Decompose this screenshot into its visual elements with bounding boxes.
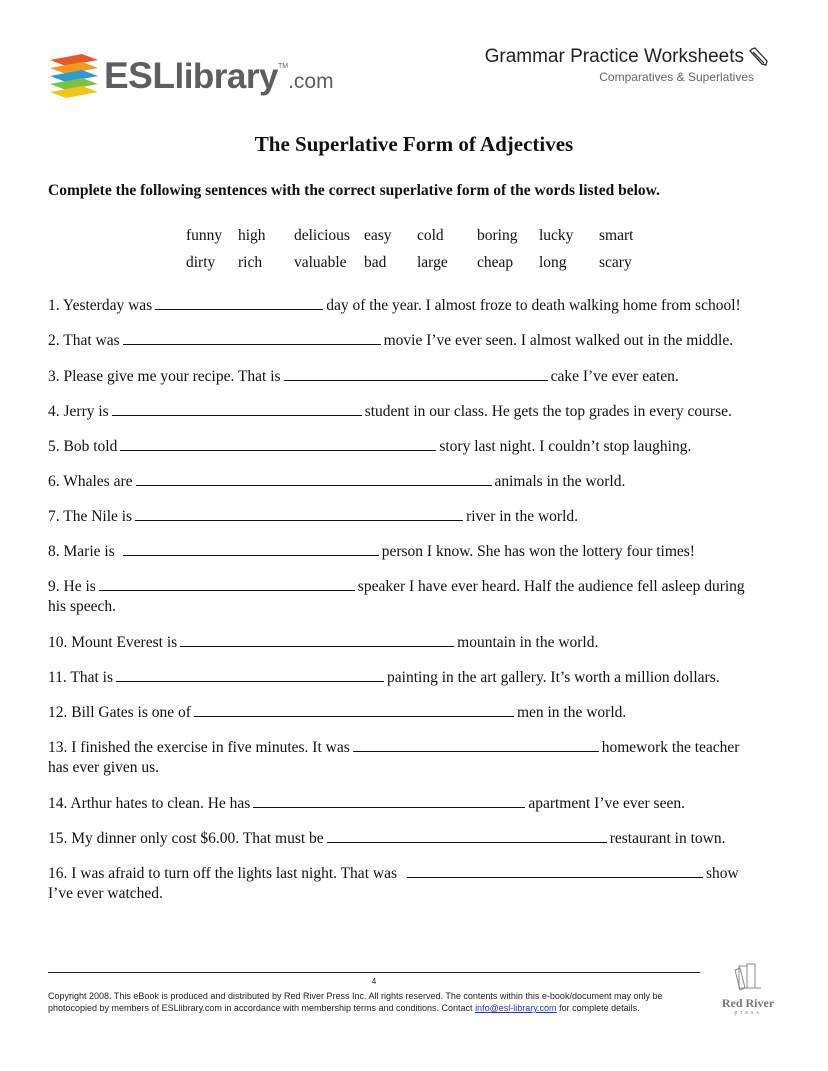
word-bank-word: easy — [364, 226, 392, 244]
answer-blank[interactable] — [135, 506, 463, 521]
stacked-books-icon — [48, 52, 100, 98]
word-bank-word: smart — [599, 226, 634, 244]
sentence-text-after: movie I’ve ever seen. I almost walked out in the middle. — [383, 332, 734, 349]
sentence-text-after: student in our class. He gets the top grades in every course. — [364, 403, 732, 420]
sentence-text-before: 7. The Nile is — [48, 508, 133, 525]
sentence-text-before: 5. Bob told — [48, 438, 118, 455]
word-bank-word: large — [417, 253, 448, 271]
sentence-text-after: day of the year. I almost froze to death walking home from school! — [326, 297, 741, 314]
answer-blank[interactable] — [253, 793, 525, 808]
red-river-press-logo — [716, 962, 780, 1017]
publisher-press: press — [734, 1010, 762, 1016]
copyright-text: Copyright 2008. This eBook is produced and distributed by Red River Press Inc. All rights reserved. The contents within this e-book/document may only be photocopied by members of ESLlibrary.com in accordance with membership terms and conditions. Contact — [48, 991, 663, 1013]
sentence-1 — [48, 295, 778, 316]
answer-blank[interactable] — [327, 828, 607, 843]
answer-blank[interactable] — [116, 667, 384, 682]
word-bank-word: funny — [186, 226, 223, 244]
word-bank-word: scary — [599, 253, 632, 271]
sentence-text-before: 12. Bill Gates is one of — [48, 704, 191, 721]
sentence-text-after: men in the world. — [516, 704, 627, 721]
answer-blank[interactable] — [136, 471, 492, 486]
series-title-row — [485, 46, 770, 68]
sentence-text-before: 8. Marie is — [48, 543, 115, 560]
word-bank-word: long — [539, 253, 567, 271]
word-bank-word: rich — [238, 253, 263, 271]
sentence-12 — [48, 702, 778, 723]
series-header — [485, 46, 770, 84]
sentence-text-after: show — [705, 865, 739, 882]
word-bank-row-2 — [186, 249, 649, 276]
word-bank-word: delicious — [294, 226, 350, 244]
sentence-text-before: 15. My dinner only cost $6.00. That must be — [48, 830, 324, 847]
sentence-16 — [48, 863, 778, 904]
instructions: Complete the following sentences with the correct superlative form of the words listed below. — [48, 182, 660, 199]
sentence-text-before: 1. Yesterday was — [48, 297, 153, 314]
worksheet-title: The Superlative Form of Adjectives — [254, 132, 574, 156]
sentence-continuation: has ever given us. — [48, 759, 160, 776]
sentence-text-after: restaurant in town. — [609, 830, 726, 847]
word-bank-row-1 — [186, 222, 649, 249]
sentence-5 — [48, 436, 778, 457]
answer-blank[interactable] — [123, 330, 381, 345]
sentence-text-before: 9. He is — [48, 578, 96, 595]
sentence-text-before: 6. Whales are — [48, 473, 133, 490]
sentence-text-before: 13. I finished the exercise in five minutes. It was — [48, 739, 350, 756]
sentence-text-after: mountain in the world. — [457, 634, 599, 651]
copyright-notice — [48, 990, 708, 1014]
sentence-text-before: 3. Please give me your recipe. That is — [48, 368, 281, 385]
logo-wordmark — [104, 57, 334, 94]
word-bank-word: dirty — [186, 253, 216, 271]
word-bank — [186, 222, 649, 276]
word-bank-word: boring — [477, 226, 518, 244]
answer-blank[interactable] — [407, 863, 703, 878]
sentence-text-before: 10. Mount Everest is — [48, 634, 178, 651]
sentence-text-before: 2. That was — [48, 332, 120, 349]
answer-blank[interactable] — [353, 737, 599, 752]
word-bank-word: cold — [417, 226, 444, 244]
answer-blank[interactable] — [112, 401, 362, 416]
sentence-text-after: animals in the world. — [494, 473, 626, 490]
logo-esl: ESL — [104, 55, 175, 96]
sentence-2 — [48, 330, 778, 351]
books-icon — [731, 962, 765, 992]
sentence-text-after: cake I’ve ever eaten. — [550, 368, 679, 385]
sentence-text-before: 14. Arthur hates to clean. He has — [48, 795, 251, 812]
answer-blank[interactable] — [123, 541, 379, 556]
sentence-text-after: river in the world. — [466, 508, 579, 525]
sentence-4 — [48, 401, 778, 422]
sentence-14 — [48, 793, 778, 814]
sentence-7 — [48, 506, 778, 527]
sentence-9 — [48, 576, 778, 617]
sentence-8 — [48, 541, 778, 562]
copyright-text-end: for complete details. — [559, 1003, 640, 1013]
sentence-text-after: painting in the art gallery. It’s worth a million dollars. — [387, 669, 720, 686]
sentence-text-after: apartment I’ve ever seen. — [528, 795, 685, 812]
sentence-15 — [48, 828, 778, 849]
word-bank-word: bad — [364, 253, 387, 271]
sentence-13 — [48, 737, 778, 778]
answer-blank[interactable] — [284, 366, 548, 381]
answer-blank[interactable] — [99, 576, 355, 591]
logo-trademark: TM — [277, 63, 289, 70]
series-title: Grammar Practice Worksheets — [484, 46, 744, 67]
esl-library-logo[interactable] — [48, 46, 334, 98]
sentence-11 — [48, 667, 778, 688]
sentence-continuation: I’ve ever watched. — [48, 885, 163, 902]
series-subtitle: Comparatives & Superlatives — [599, 70, 754, 84]
page-number: 4 — [371, 977, 377, 986]
sentence-3 — [48, 366, 778, 387]
publisher-name: Red River — [721, 996, 775, 1010]
sentence-text-after: story last night. I couldn’t stop laughing. — [439, 438, 692, 455]
answer-blank[interactable] — [120, 436, 436, 451]
logo-library: library — [174, 57, 278, 96]
answer-blank[interactable] — [155, 295, 323, 310]
sentence-text-after: person I know. She has won the lottery four times! — [381, 543, 695, 560]
sentence-continuation: his speech. — [48, 598, 117, 615]
word-bank-word: lucky — [539, 226, 574, 244]
logo-dotcom: .com — [288, 70, 334, 93]
sentence-text-after: homework the teacher — [601, 739, 740, 756]
answer-blank[interactable] — [194, 702, 514, 717]
answer-blank[interactable] — [180, 632, 454, 647]
sentence-text-before: 4. Jerry is — [48, 403, 109, 420]
sentence-10 — [48, 632, 778, 653]
sentence-6 — [48, 471, 778, 492]
sentence-text-after: speaker I have ever heard. Half the audience fell asleep during — [357, 578, 745, 595]
sentence-text-before: 11. That is — [48, 669, 114, 686]
word-bank-word: cheap — [477, 253, 514, 271]
footer-divider — [48, 972, 700, 973]
pencil-icon — [748, 46, 770, 68]
contact-email-link[interactable]: info@esl-library.com — [475, 1003, 557, 1013]
word-bank-word: valuable — [294, 253, 347, 271]
word-bank-word: high — [238, 226, 266, 244]
sentence-text-before: 16. I was afraid to turn off the lights last night. That was — [48, 865, 397, 882]
